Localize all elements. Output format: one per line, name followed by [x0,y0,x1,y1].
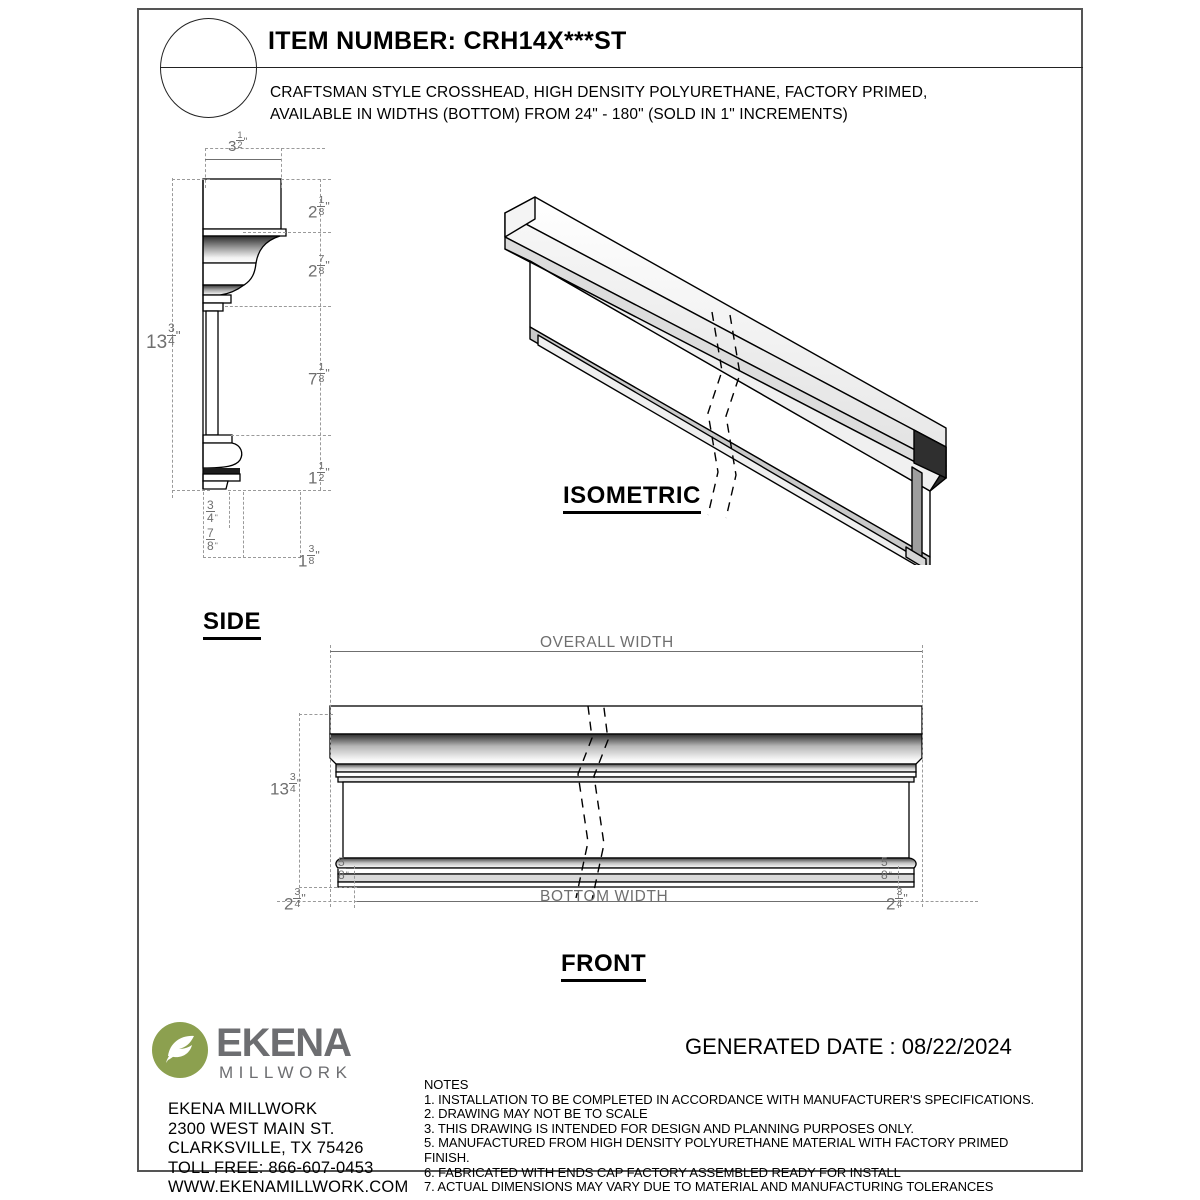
dim-ext-foot-mid [229,492,230,528]
dim-ext-s2-bot [225,306,331,307]
front-view-label: FRONT [561,950,646,982]
label-overall-width: OVERALL WIDTH [540,634,674,651]
dim-segment-4: 1 $\frac{1}{2}$ " [308,460,330,488]
dim-reveal-right: $\frac{5}{8}$ " [881,855,892,882]
dim-return-right: 2 $\frac{3}{4}$ " [886,886,908,914]
dim-ext-top [205,148,325,149]
dim-line-return-right [896,901,978,902]
dim-ext-foot-right [243,492,244,558]
description-line-1: CRAFTSMAN STYLE CROSSHEAD, HIGH DENSITY POLYURETHANE, FACTORY PRIMED, [270,84,928,101]
dim-ext-fv-left [330,645,331,907]
note-item: 3. THIS DRAWING IS INTENDED FOR DESIGN AND PLANNING PURPOSES ONLY. [424,1120,914,1136]
revision-bubble-divider [160,67,257,68]
note-item: 1. INSTALLATION TO BE COMPLETED IN ACCORDANCE WITH MANUFACTURER'S SPECIFICATIONS. [424,1091,1035,1107]
address-website: WWW.EKENAMILLWORK.COM [168,1178,409,1196]
dim-line-top-width [205,159,281,160]
dim-ext-foot-left [203,492,204,558]
dim-reveal-left: $\frac{5}{8}$ " [338,855,349,882]
note-item: 5. MANUFACTURED FROM HIGH DENSITY POLYURETHANE MATERIAL WITH FACTORY PRIMED FINISH. [424,1135,1009,1165]
dim-ext-s3-bot [231,435,331,436]
dim-tick-fvh-bot [299,887,357,888]
dim-ext-s1-top [281,179,331,180]
dim-tick-oh-bot [172,490,210,491]
dim-ext-top-left [205,148,206,188]
dim-foot-a: $\frac{3}{4}$ " [207,498,218,525]
product-description [270,82,1080,126]
dim-return-left: 2 $\frac{3}{4}$ " [284,886,306,914]
isometric-view-label: ISOMETRIC [563,482,701,514]
label-bottom-width: BOTTOM WIDTH [540,888,669,905]
dim-ext-s4-bot [228,490,331,491]
header-divider [257,67,1083,68]
dim-front-height: 13 $\frac{3}{4}$ " [270,771,302,799]
generated-date: GENERATED DATE : 08/22/2024 [685,1034,1012,1059]
address-line-4: TOLL FREE: 866-607-0453 [168,1158,374,1177]
address-line-3: CLARKSVILLE, TX 75426 [168,1139,364,1157]
dim-line-bottom-depth [203,557,301,558]
isometric-view-drawing [460,175,980,565]
side-view-label: SIDE [203,608,261,640]
dim-ext-fv-right [922,645,923,907]
brand-name: EKENA [216,1021,352,1065]
note-item: 7. ACTUAL DIMENSIONS MAY VARY DUE TO MATERIAL AND MANUFACTURING TOLERANCES [424,1179,994,1195]
company-address [168,1100,408,1198]
ekena-logo-mark [152,1022,208,1078]
dim-foot-b: $\frac{7}{8}$ " [207,526,218,553]
notes-block [424,1078,1069,1195]
dim-tick-oh-top [172,179,210,180]
dim-ext-right-chain [320,179,321,490]
notes-title: NOTES [424,1077,469,1092]
leaf-icon [152,1022,208,1078]
dim-top-width: 3 $\frac{1}{2}$ " [228,130,248,155]
brand-subtitle: MILLWORK [219,1063,353,1082]
side-view-drawing [140,135,380,605]
address-line-2: 2300 WEST MAIN ST. [168,1119,335,1138]
dim-segment-1: 2 $\frac{1}{8}$ " [308,194,330,222]
description-line-2: AVAILABLE IN WIDTHS (BOTTOM) FROM 24" - 180" (SOLD IN 1" INCREMENTS) [270,106,848,123]
dim-segment-3: 7 $\frac{1}{8}$ " [308,361,330,389]
item-number-title: ITEM NUMBER: CRH14X***ST [268,27,627,55]
dim-segment-2: 2 $\frac{7}{8}$ " [308,253,330,281]
dim-ext-top-right [281,148,282,188]
note-item: 6. FABRICATED WITH ENDS CAP FACTORY ASSEMBLED READY FOR INSTALL [424,1164,901,1180]
dim-ext-fv-height [299,713,300,903]
dim-bottom-depth: 1 $\frac{3}{8}$ " [298,543,320,571]
dim-tick-fvh-top [299,714,333,715]
revision-bubble-icon [160,18,257,118]
address-line-1: EKENA MILLWORK [168,1100,318,1118]
note-item: 2. DRAWING MAY NOT BE TO SCALE [424,1106,648,1122]
dim-overall-height: 13 $\frac{3}{4}$ " [146,322,181,353]
dim-ext-s1-bot [243,232,331,233]
